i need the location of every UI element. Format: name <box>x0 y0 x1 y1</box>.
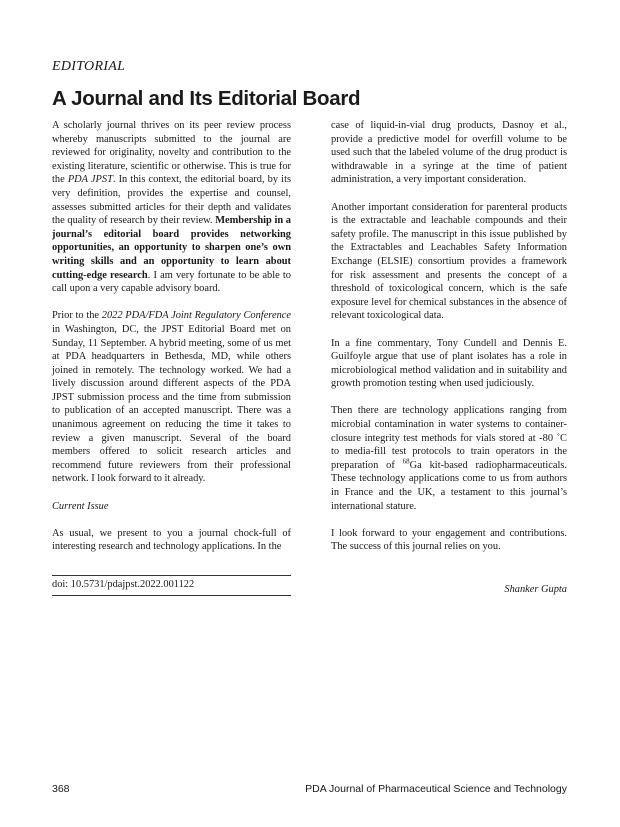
subheading-current-issue <box>52 500 291 514</box>
paragraph-intro <box>52 119 291 296</box>
right-column <box>331 119 567 568</box>
subheading: Current Issue <box>52 500 109 512</box>
text: Then there are technology applications ranging from microbial contamination in water systems to container-closure integrity test methods for vials stored at -80 ˚C to media-fill test protocols to train operators in the preparation of <box>331 405 567 471</box>
article-title: A Journal and Its Editorial Board <box>52 87 361 110</box>
text: Prior to the <box>52 310 102 322</box>
conference-name: 2022 PDA/FDA Joint Regulatory Conference <box>101 310 291 322</box>
doi: doi: 10.5731/pdajpst.2022.001122 <box>52 575 291 596</box>
paragraph-closing: I look forward to your engagement and contributions. The success of this journal relies on you. <box>331 527 567 553</box>
text: . In this context, the editorial board, by its very definition, provides the expertise and counsel, assesses submitted articles for their depth and validates the quality of research by their review. <box>52 174 291 227</box>
left-column <box>52 119 291 568</box>
superscript: 68 <box>402 457 410 466</box>
text: in Washington, DC, the JPST Editorial Board met on Sunday, 11 September. A hybrid meeting, some of us met at PDA headquarters in Bethesda, MD, while others joined in remotely. The technology worked. We had a lively discussion around different aspects of the PDA JPST submission process and the time from submission to publication of an accepted manuscript. There was a unanimous agreement on reducing the time it takes to review a given manuscript. Several of the board members offered to solicit research articles and recommend future reviewers from their professional network. I look forward to it already. <box>52 323 291 485</box>
journal-footer: PDA Journal of Pharmaceutical Science and Technology <box>305 783 567 795</box>
paragraph-current-issue: As usual, we present to you a journal chock-full of interesting research and technology applications. In the <box>52 527 291 553</box>
page-number: 368 <box>52 783 70 795</box>
section-label: EDITORIAL <box>52 59 126 74</box>
paragraph-overfill: case of liquid-in-vial drug products, Dasnoy et al., provide a predictive model for overfill volume to be used such that the labeled volume of the drug product is withdrawable in a syringe at the time of patient administration, a very important consideration. <box>331 120 567 186</box>
paragraph-meeting <box>52 309 291 486</box>
text: . I am very fortunate to be able to call upon a very capable advisory board. <box>52 269 291 295</box>
bold-highlight: Membership in a journal’s editorial board provides networking opportunities, an opportunity to sharpen one’s own writing skills and an opportunity to learn about cutting-edge research <box>52 215 292 281</box>
paragraph-commentary: In a fine commentary, Tony Cundell and Dennis E. Guilfoyle argue that use of plant isolates has a role in microbiological method validation and in suitability and growth promotion testing when used judiciously. <box>331 337 567 390</box>
paragraph-technology <box>331 404 567 513</box>
paragraph-extractables: Another important consideration for parenteral products is the extractable and leachable compounds and their safety profile. The manuscript in this issue published by the Extractables and Leachables Safety Information Exchange (ELSIE) consortium provides a framework for risk assessment and presents the concept of a threshold of toxicological concern, which is the safe exposure level for chemical substances in the absence of relevant toxicological data. <box>331 201 567 322</box>
text: Ga kit-based radiopharmaceuticals. These technology applications come to us from authors in France and the UK, a testament to this journal’s international stature. <box>331 459 567 512</box>
signature: Shanker Gupta <box>504 584 567 595</box>
text: A scholarly journal thrives on its peer review process whereby manuscripts submitted to the journal are reviewed for originality, novelty and contribution to the existing literature, scientific or otherwise. This is true for the <box>52 120 291 186</box>
journal-name: PDA JPST <box>67 174 113 186</box>
